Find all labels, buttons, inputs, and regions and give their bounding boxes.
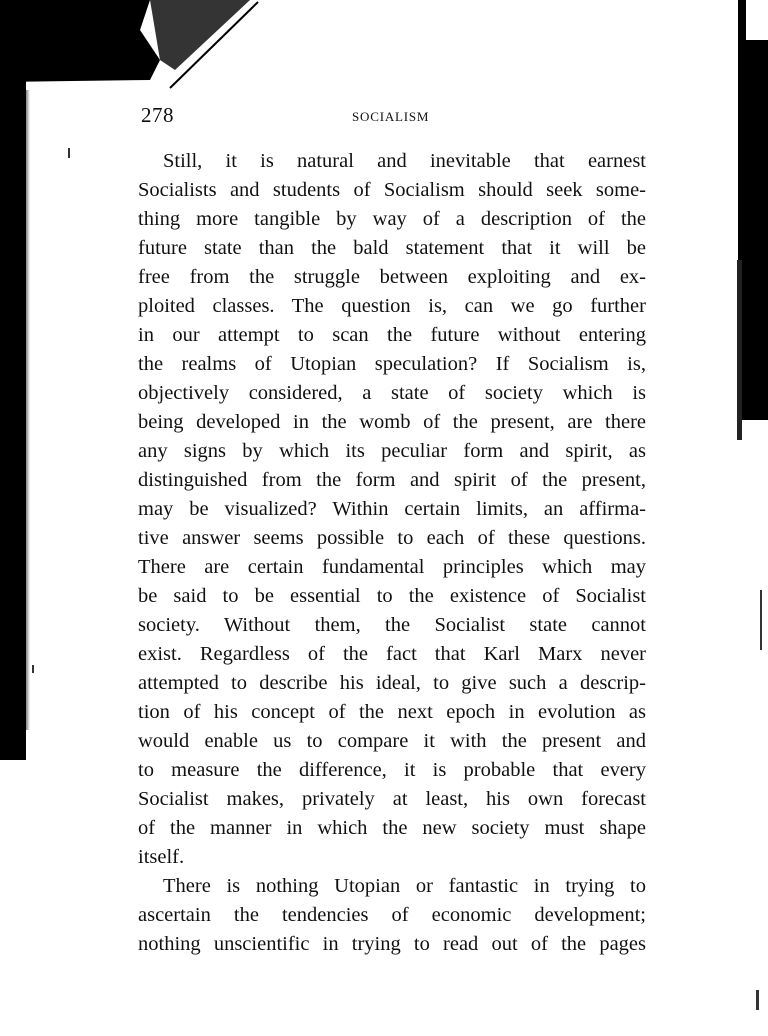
text-line: being developed in the womb of the present, are there	[138, 411, 646, 433]
text-line: ploited classes. The question is, can we go further	[138, 295, 646, 317]
text-line: itself.	[138, 846, 185, 868]
text-line: may be visualized? Within certain limits, an affirma-	[138, 498, 646, 520]
text-line: tion of his concept of the next epoch in evolution as	[138, 701, 646, 723]
text-line: There are certain fundamental principles which may	[138, 556, 646, 578]
scan-speck	[68, 148, 70, 158]
text-line: attempted to describe his ideal, to give such a descrip-	[138, 672, 646, 694]
text-line: ascertain the tendencies of economic development;	[138, 904, 646, 926]
text-line: thing more tangible by way of a description of the	[138, 208, 646, 230]
scan-shadow-left-fade	[22, 90, 30, 730]
text-line: in our attempt to scan the future without entering	[138, 324, 646, 346]
running-head: SOCIALISM	[352, 109, 430, 124]
text-line: free from the struggle between exploiting and ex-	[138, 266, 646, 288]
text-line: exist. Regardless of the fact that Karl Marx never	[138, 643, 646, 665]
text-line: nothing unscientific in trying to read out of the pages	[138, 933, 646, 955]
scan-speck	[760, 590, 762, 650]
text-line: any signs by which its peculiar form and spirit, as	[138, 440, 646, 462]
text-line: tive answer seems possible to each of these questions.	[138, 527, 646, 549]
scan-speck	[32, 665, 34, 673]
scan-speck	[756, 990, 759, 1010]
body-text	[138, 147, 646, 959]
text-line: be said to be essential to the existence of Socialist	[138, 585, 646, 607]
text-line: objectively considered, a state of society which is	[138, 382, 646, 404]
text-line: the realms of Utopian speculation? If Socialism is,	[138, 353, 646, 375]
text-line: would enable us to compare it with the present and	[138, 730, 646, 752]
text-line: of the manner in which the new society must shape	[138, 817, 646, 839]
text-line: There is nothing Utopian or fantastic in trying to	[163, 875, 646, 897]
text-line: to measure the difference, it is probable that every	[138, 759, 646, 781]
scan-shadow-top-left	[0, 0, 260, 90]
text-line: Socialists and students of Socialism should seek some-	[138, 179, 646, 201]
scan-shadow-right-strip	[737, 260, 742, 440]
text-line: Socialist makes, privately at least, his own forecast	[138, 788, 646, 810]
text-line: Still, it is natural and inevitable that earnest	[163, 150, 646, 172]
scan-shadow-right	[738, 40, 768, 420]
text-line: future state than the bald statement that it will be	[138, 237, 646, 259]
page-number: 278	[141, 103, 174, 127]
text-line: distinguished from the form and spirit of the present,	[138, 469, 646, 491]
text-line: society. Without them, the Socialist state cannot	[138, 614, 646, 636]
